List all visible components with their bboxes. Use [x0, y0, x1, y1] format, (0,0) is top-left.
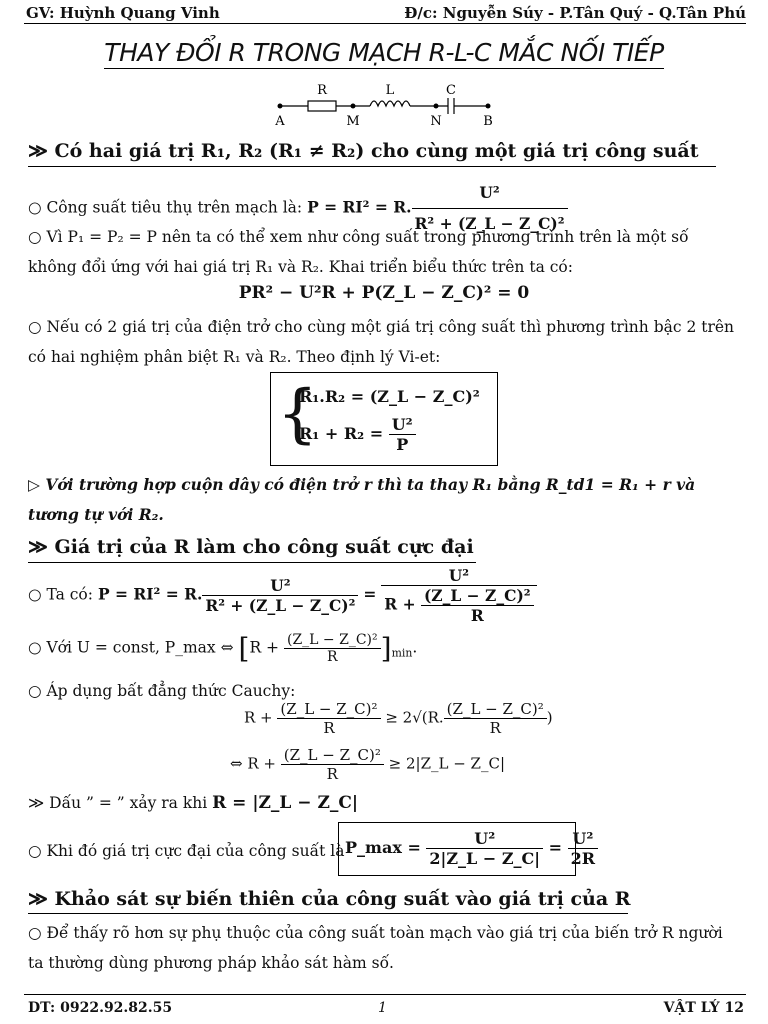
s2-p1-lhs: P = RI² = R.: [97, 584, 203, 604]
vieta-product: R₁.R₂ = (Z_L − Z_C)²: [299, 387, 480, 406]
s2-p1-den2-den: R: [470, 606, 484, 625]
s2-p2-inner-a: R +: [249, 638, 280, 657]
ineq1-rden: R: [489, 719, 501, 737]
s1-p1-den: R² + (Z_L − Z_C)²: [414, 214, 565, 233]
node-n-dot: [434, 104, 439, 109]
section2-heading: ≫ Giá trị của R làm cho công suất cực đại: [28, 536, 474, 558]
node-b-label: B: [483, 114, 493, 129]
ineq2-den: R: [326, 765, 338, 783]
pmax-fraction-2: [568, 829, 598, 868]
pmax-eq: =: [548, 838, 563, 857]
node-a-dot: [278, 104, 283, 109]
s2-p1-den2-num: (Z_L − Z_C)²: [421, 586, 534, 606]
pmax-lhs: P_max =: [345, 838, 421, 857]
s1-note: ▷ Với trường hợp cuộn dây có điện trở r thì ta thay R₁ bằng R_td1 = R₁ + r và tương tự với R₂.: [28, 475, 696, 524]
ineq1-rnum: (Z_L − Z_C)²: [444, 700, 547, 719]
pmax-formula: [345, 829, 598, 868]
pmax-fraction: [426, 829, 543, 868]
header-divider: [24, 23, 746, 24]
s2-p4-prefix: ≫ Dấu ” = ” xảy ra khi: [28, 794, 208, 812]
footer-divider: [24, 994, 746, 995]
pmax-den2: 2R: [570, 849, 596, 868]
s2-pmax-prefix: ○ Khi đó giá trị cực đại của công suất là: [28, 842, 345, 860]
s2-p2-fraction: [284, 632, 381, 665]
node-m-dot: [351, 104, 356, 109]
s1-p1-prefix: ○ Công suất tiêu thụ trên mạch là:: [28, 198, 303, 217]
section3-underline: [28, 913, 628, 914]
ineq1-den: R: [323, 719, 335, 737]
s2-pmax-condition: ○ Với U = const, P_max ⇔ [R + $\frac{\text{(Z\_L − Z\_C)²}}{R}$ ]$_{min}$.: [28, 632, 418, 665]
s2-p2-num: (Z_L − Z_C)²: [284, 632, 381, 649]
s2-p2-den: R: [327, 649, 338, 665]
s1-p1-formula: P = RI² = R.: [307, 197, 412, 217]
rlc-circuit-diagram: [270, 80, 500, 130]
ineq2-num: (Z_L − Z_C)²: [281, 746, 384, 765]
label-c: C: [446, 83, 456, 98]
ineq2-fraction: [281, 746, 384, 783]
footer-subject: VẬT LÝ 12: [663, 1000, 744, 1016]
s3-paragraph-1: ○ Để thấy rõ hơn sự phụ thuộc của công suất toàn mạch vào giá trị của biến trở R người ta thường dùng phương pháp khảo sát hàm số.: [28, 924, 723, 972]
node-b-dot: [486, 104, 491, 109]
s2-p1-den2-a: R +: [384, 594, 416, 614]
ineq1-fraction: [277, 700, 380, 737]
s2-paragraph-3: ○ Áp dụng bất đẳng thức Cauchy:: [28, 682, 296, 700]
page-title-text: THAY ĐỔI R TRONG MẠCH R-L-C MẮC NỐI TIẾP: [104, 38, 664, 67]
pmax-num2: U²: [568, 829, 598, 849]
vieta-sum-lhs: R₁ + R₂ =: [299, 424, 384, 443]
s2-power-line: [28, 566, 740, 625]
ineq1-lhs: R +: [244, 708, 273, 727]
label-l: L: [385, 83, 395, 98]
s2-p1-prefix: ○ Ta có:: [28, 585, 93, 604]
s2-inequality-2: [230, 746, 505, 783]
vieta-sum: [299, 415, 416, 454]
bracket-left-icon: [: [238, 632, 250, 665]
page-title: [0, 38, 768, 67]
section1-underline: [28, 166, 716, 167]
pmax-num: U²: [426, 829, 543, 849]
section1-heading: ≫ Có hai giá trị R₁, R₂ (R₁ ≠ R₂) cho cùng một giá trị công suất: [28, 140, 699, 162]
header-teacher: GV: Huỳnh Quang Vinh: [26, 4, 220, 22]
s2-p1-fraction-2: [381, 566, 536, 625]
s2-p1-den2: [381, 586, 536, 625]
ineq1-rfraction: [444, 700, 547, 737]
vieta-sum-num: U²: [389, 415, 416, 435]
ineq1-num: (Z_L − Z_C)²: [277, 700, 380, 719]
s1-equation-1: PR² − U²R + P(Z_L − Z_C)² = 0: [238, 283, 530, 303]
ineq2-lhs: ⇔ R +: [230, 754, 276, 773]
header-address: Đ/c: Nguyễn Súy - P.Tân Quý - Q.Tân Phú: [404, 4, 746, 22]
node-m-label: M: [346, 114, 360, 129]
ineq1-rhs: ≥ 2√(R.: [385, 708, 444, 727]
s2-p1-num: U²: [202, 576, 358, 596]
brace-icon: {: [277, 377, 318, 451]
ineq2-rhs: ≥ 2|Z_L − Z_C|: [388, 754, 506, 773]
s2-p1-den2-fraction: [421, 586, 534, 625]
s2-p1-fraction: [202, 576, 358, 615]
s2-p2-sub: min: [391, 646, 413, 660]
s2-equality-condition: [28, 788, 740, 818]
s2-p1-num2: U²: [381, 566, 536, 586]
vieta-sum-fraction: [389, 415, 416, 454]
s1-paragraph-3: ○ Nếu có 2 giá trị của điện trở cho cùng một giá trị công suất thì phương trình bậc 2 trên có hai nghiệm phân biệt R₁ và R₂. Theo định lý Vi-et:: [28, 318, 735, 366]
s2-p4-formula: R = |Z_L − Z_C|: [212, 793, 359, 813]
s2-inequality-1: R + $\frac{\text{(Z\_L − Z\_C)²}}{R}$ ≥ 2√(R. $\frac{\text{(Z\_L − Z\_C)²}}{R}$ ): [244, 700, 553, 737]
footer-page-number: 1: [378, 1000, 387, 1016]
s1-p1-num: U²: [412, 178, 568, 209]
vieta-sum-den: P: [396, 435, 409, 454]
resistor-symbol: [308, 101, 336, 111]
label-r: R: [317, 83, 327, 98]
vieta-box: [270, 372, 498, 466]
node-n-label: N: [430, 114, 442, 129]
s2-p2-prefix: ○ Với U = const, P_max ⇔: [28, 638, 234, 657]
section2-underline: [28, 562, 476, 563]
pmax-den: 2|Z_L − Z_C|: [429, 849, 541, 868]
pmax-box: [338, 822, 596, 876]
s2-p1-eq: =: [363, 584, 377, 604]
footer-phone: DT: 0922.92.82.55: [28, 1000, 173, 1016]
s1-paragraph-2: ○ Vì P₁ = P₂ = P nên ta có thể xem như công suất trong phương trình trên là một số không đổi ứng với hai giá trị R₁ và R₂. Khai triển biểu thức trên ta có:: [28, 228, 689, 276]
section3-heading: ≫ Khảo sát sự biến thiên của công suất vào giá trị của R: [28, 888, 631, 910]
bracket-right-icon: ]: [380, 632, 392, 665]
s2-p1-den: R² + (Z_L − Z_C)²: [205, 596, 356, 615]
node-a-label: A: [275, 114, 285, 129]
inductor-symbol: [370, 101, 410, 106]
